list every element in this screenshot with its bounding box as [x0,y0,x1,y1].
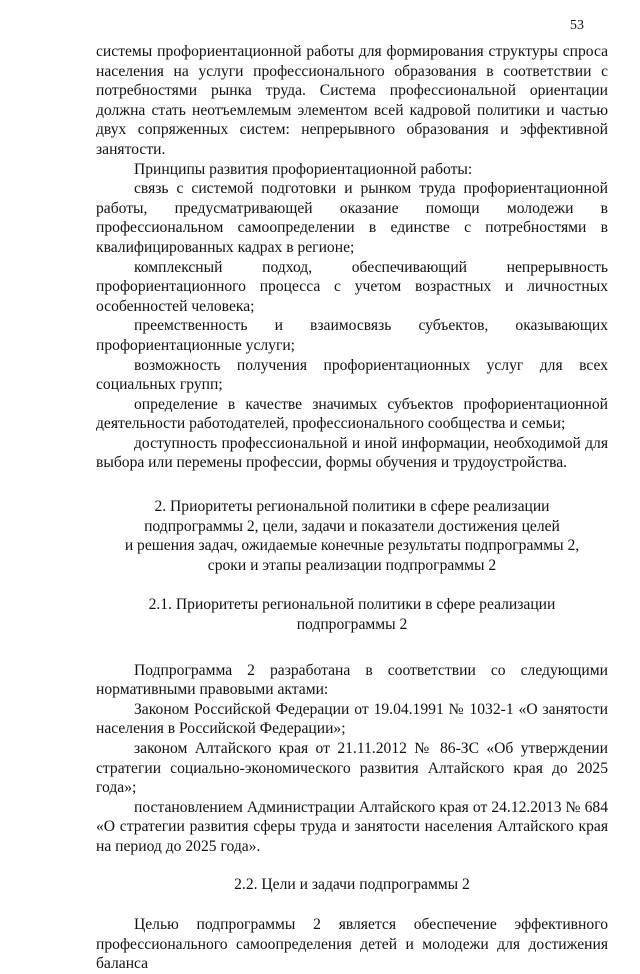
list-item: комплексный подход, обеспечивающий непрерывность профориентационного процесса с учетом возрастных и личностных особенностей человека; [96,258,608,315]
list-item: постановлением Администрации Алтайского края от 24.12.2013 № 684 «О стратегии развития сферы труда и занятости населения Алтайского края на период до 2025 года». [96,798,608,855]
paragraph: Принципы развития профориентационной работы: [134,160,473,178]
subsection-heading: 2.2. Цели и задачи подпрограммы 2 [234,875,470,893]
section-heading-line: 2. Приоритеты региональной политики в сфере реализации [154,498,550,516]
section-heading-line: сроки и этапы реализации подпрограммы 2 [207,556,497,574]
section-heading-line: и решения задач, ожидаемые конечные результаты подпрограммы 2, [124,537,580,555]
list-item: определение в качестве значимых субъектов профориентационной деятельности работодателей, профессионального сообщества и семьи; [96,395,608,433]
paragraph: системы профориентационной работы для формирования структуры спроса населения на услуги профессионального образования в соответствии с потребностями рынка труда. Система профессиональной ориентации должна стать неотъемлемым элементом всей кадровой политики и частью двух сопряженных систем: непрерывного образования и эффективной занятости. [96,43,608,158]
list-item: доступность профессиональной и иной информации, необходимой для выбора или перемены профессии, формы обучения и трудоустройства. [96,434,608,472]
paragraph: Подпрограмма 2 разработана в соответствии со следующими нормативными правовыми актами: [96,661,608,699]
paragraph: Целью подпрограммы 2 является обеспечение эффективного профессионального самоопределения детей и молодежи для достижения баланса [96,916,608,973]
subsection-heading-line: подпрограммы 2 [296,616,408,634]
list-item: Законом Российской Федерации от 19.04.1991 № 1032-1 «О занятости населения в Российской Федерации»; [96,700,608,738]
subsection-heading-line: 2.1. Приоритеты региональной политики в сфере реализации [148,596,556,614]
list-item: законом Алтайского края от 21.11.2012 № 86-ЗС «Об утверждении стратегии социально-экономического развития Алтайского края до 2025 года»; [96,740,608,797]
page-number: 53 [570,18,584,33]
list-item: связь с системой подготовки и рынком труда профориентационной работы, предусматривающей оказание помощи молодежи в профессиональном самоопределении в единстве с потребностями в квалифицированных кадрах в регионе; [96,180,608,256]
list-item: возможность получения профориентационных услуг для всех социальных групп; [96,356,608,394]
page-body [96,42,608,974]
list-item: преемственность и взаимосвязь субъектов, оказывающих профориентационные услуги; [96,317,608,354]
section-heading-line: подпрограммы 2, цели, задачи и показатели достижения целей [144,517,560,535]
